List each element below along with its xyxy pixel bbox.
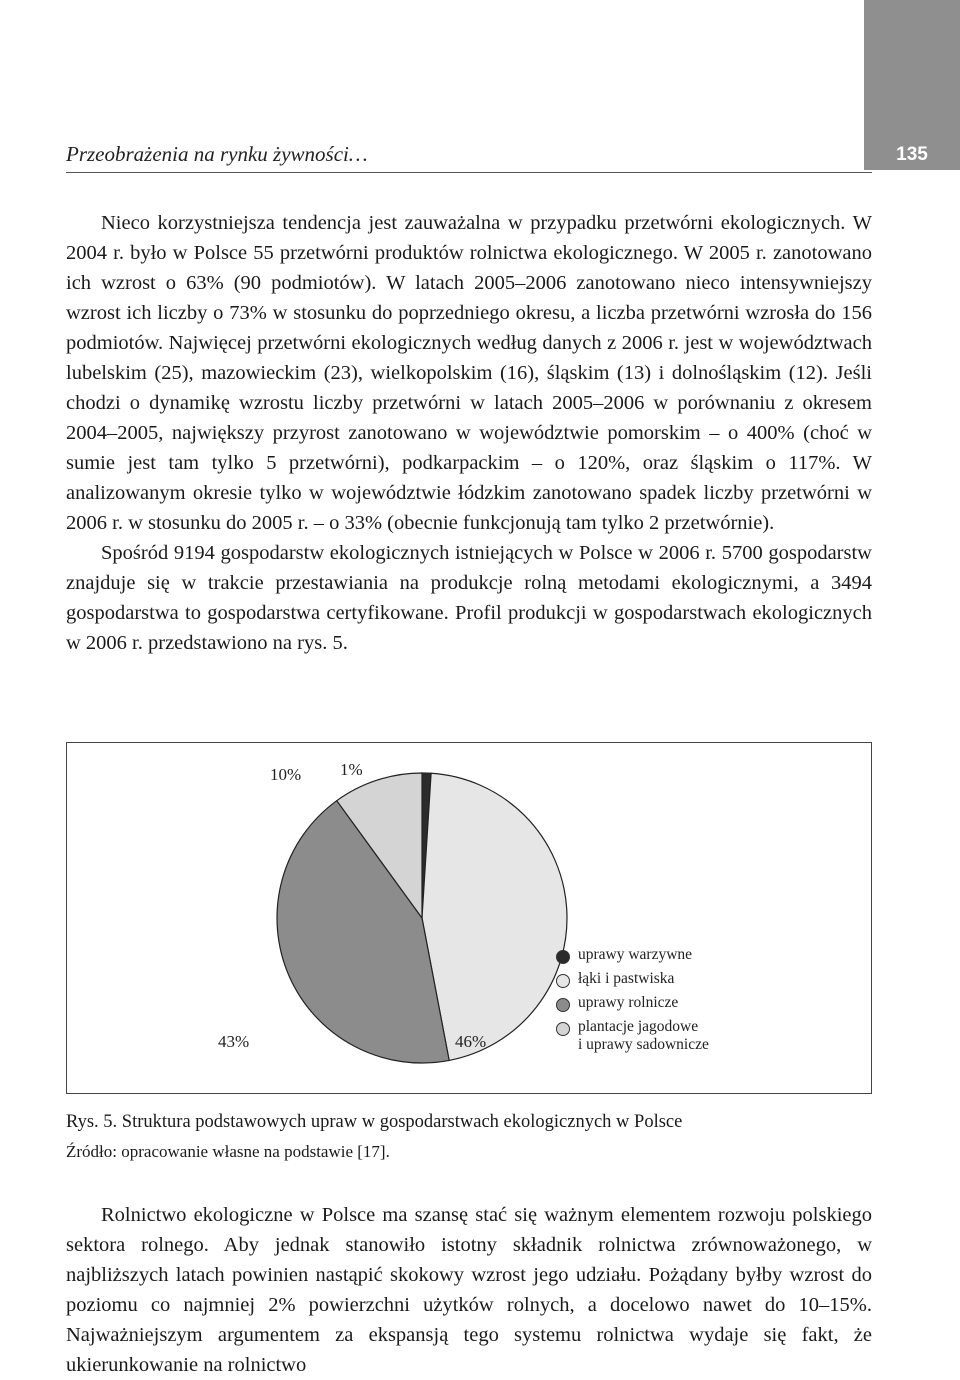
paragraph: Rolnictwo ekologiczne w Polsce ma szansę stać się ważnym elementem rozwoju polskiego sektora rolnego. Aby jednak stanowiło istotny składnik rolnictwa zrównoważonego, w najbliższych latach powinien nastąpić skokowy wzrost jego udziału. Pożądany byłby wzrost do poziomu co najmniej 2% powierzchni użytków rolnych, a docelowo nawet do 10–15%. Najważniejszym argumentem za ekspansją tego systemu rolnictwa wydaje się fakt, że ukierunkowanie na rolnictwo: [66, 1204, 872, 1376]
page-number: 135: [896, 144, 928, 165]
legend-swatch: [556, 974, 570, 988]
paragraph: Nieco korzystniejsza tendencja jest zauważalna w przypadku przetwórni ekologicznych. W 2004 r. było w Polsce 55 przetwórni produktów rolnictwa ekologicznego. W 2005 r. zanotowano ich wzrost o 63% (90 podmiotów). W latach 2005–2006 zanotowano nieco intensywniejszy wzrost ich liczby o 73% w stosunku do poprzedniego okresu, a liczba przetwórni wzrosła do 156 podmiotów. Najwięcej przetwórni ekologicznych według danych z 2006 r. jest w województwach lubelskim (25), mazowieckim (23), wielkopolskim (16), śląskim (13) i dolnośląskim (12). Jeśli chodzi o dynamikę wzrostu liczby przetwórni w latach 2005–2006 w porównaniu z okresem 2004–2005, największy przyrost zanotowano w województwie pomorskim – o 400% (choć w sumie jest tam tylko 5 przetwórni), podkarpackim – o 120%, oraz śląskim o 117%. W analizowanym okresie tylko w województwie łódzkim zanotowano spadek liczby przetwórni w 2006 r. w stosunku do 2005 r. – o 33% (obecnie funkcjonują tam tylko 2 przetwórnie).: [66, 212, 872, 534]
legend-swatch: [556, 1022, 570, 1036]
figure-source: Źródło: opracowanie własne na podstawie [17].: [66, 1142, 390, 1161]
legend-item: [556, 1018, 776, 1054]
header-rule: [66, 172, 872, 173]
body-text-top: [66, 208, 872, 658]
legend-swatch: [556, 998, 570, 1012]
legend-item: [556, 994, 776, 1012]
chart-legend: [556, 946, 776, 1060]
figure-caption: Rys. 5. Struktura podstawowych upraw w gospodarstwach ekologicznych w Polsce: [66, 1112, 683, 1132]
legend-label: plantacje jagodowe i uprawy sadownicze: [578, 1018, 709, 1053]
body-text-bottom: [66, 1200, 872, 1380]
slice-label-uprawy-warzywne: 1%: [340, 760, 363, 779]
running-title: Przeobrażenia na rynku żywności…: [66, 142, 368, 166]
legend-label: uprawy warzywne: [578, 946, 693, 963]
paragraph: Spośród 9194 gospodarstw ekologicznych istniejących w Polsce w 2006 r. 5700 gospodarstw znajduje się w trakcie przestawiania na produkcje rolną metodami ekologicznymi, a 3494 gospodarstwa to gospodarstwa certyfikowane. Profil produkcji w gospodarstwach ekologicznych w 2006 r. przedstawiono na rys. 5.: [66, 542, 872, 654]
legend-swatch: [556, 950, 570, 964]
slice-label-uprawy-rolnicze: 43%: [218, 1032, 250, 1051]
legend-label: łąki i pastwiska: [578, 970, 675, 987]
legend-item: [556, 946, 776, 964]
slice-label-laki-i-pastwiska: 46%: [455, 1032, 487, 1051]
pie-slice-1: [422, 773, 567, 1060]
legend-item: [556, 970, 776, 988]
slice-label-plantacje: 10%: [270, 765, 302, 784]
legend-label: uprawy rolnicze: [578, 994, 679, 1011]
